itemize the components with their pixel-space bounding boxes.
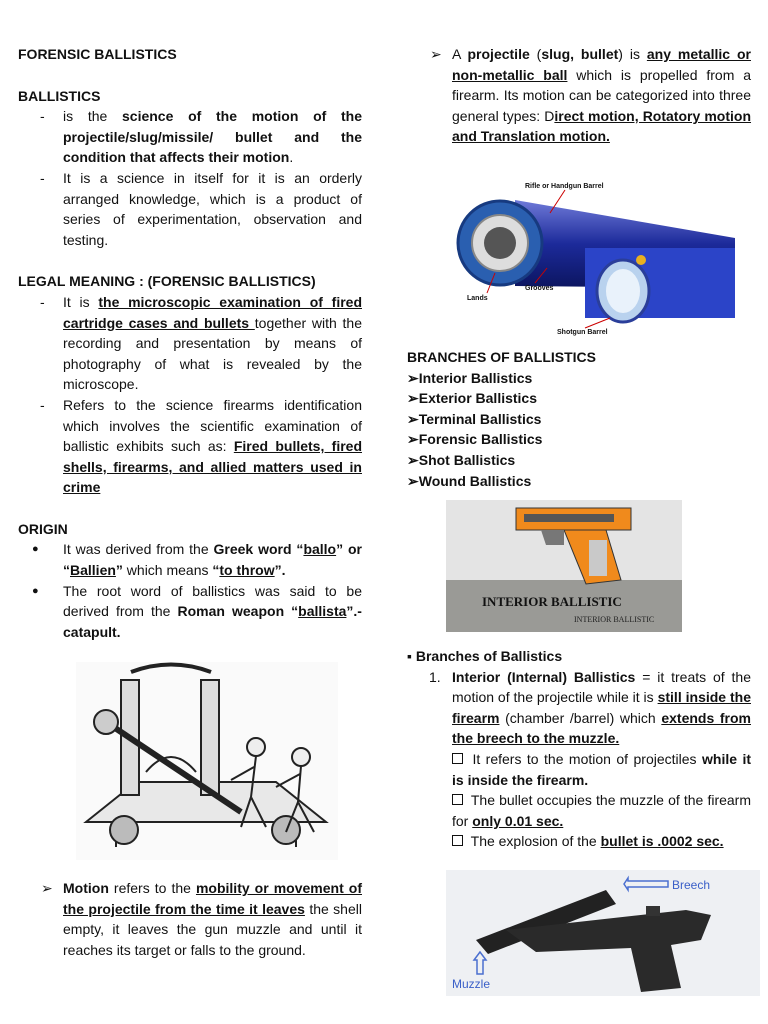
branch-item: ➢Shot Ballistics <box>407 451 516 468</box>
legal-heading: LEGAL MEANING : (FORENSIC BALLISTICS) <box>18 273 316 290</box>
arrow-bullet-icon: ➢ <box>430 46 442 62</box>
barrel-illustration <box>455 178 743 336</box>
right-column <box>407 44 751 147</box>
branch-item: ➢Terminal Ballistics <box>407 410 542 427</box>
muzzle-label: Muzzle <box>452 977 491 991</box>
branch-item: ➢Exterior Ballistics <box>407 390 538 407</box>
branches-heading: BRANCHES OF BALLISTICS <box>407 349 596 365</box>
list-item: - It is the microscopic examination of fired cartridge cases and bullets together with the recording and presentation by means of photography of what is revealed by the microscope. <box>18 292 362 395</box>
list-item: 1. Interior (Internal) Ballistics = it treats of the motion of the projectile while it is still inside the firearm (chamber /barrel) which extends from the breech to the muzzle. It refers to the motion of projectiles while it is inside the firearm. The bullet occupies the muzzle of the firearm for only 0.01 sec. The explosion of the bullet is .0002 sec. <box>407 667 751 852</box>
branches-section <box>407 347 751 491</box>
sub-point: It refers to the motion of projectiles while it is inside the firearm. <box>452 750 752 788</box>
legal-list <box>18 292 362 498</box>
left-column <box>18 44 362 642</box>
document-title: FORENSIC BALLISTICS <box>18 46 177 62</box>
ballistics-list <box>18 106 362 250</box>
arrow-bullet-icon: ➢ <box>41 880 53 896</box>
branch-item: ➢Forensic Ballistics <box>407 431 543 448</box>
lands-label: Lands <box>467 295 488 302</box>
interior-ballistic-title: INTERIOR BALLISTIC <box>482 594 622 609</box>
ballistics-heading: BALLISTICS <box>18 87 101 104</box>
origin-heading: ORIGIN <box>18 520 68 537</box>
pistol-cutaway-drawing <box>446 500 682 632</box>
checkbox-square-icon <box>452 753 463 764</box>
list-item: - is the science of the motion of the projectile/slug/missile/ bullet and the condition that affects their motion. <box>18 106 362 168</box>
projectile-paragraph: ➢ A projectile (slug, bullet) is any metallic or non-metallic ball which is propelled from a firearm. Its motion can be categorized into three general types: Direct motion, Rotatory motion and Translation motion. <box>430 46 752 145</box>
interior-ballistic-image <box>446 500 682 632</box>
branch-item: ➢Interior Ballistics <box>407 369 533 386</box>
shotgun-label: Shotgun Barrel <box>557 329 608 336</box>
list-item: ● It was derived from the Greek word “ballo” or “Ballien” which means “to throw”. <box>18 539 362 580</box>
branch-item: ➢Wound Ballistics <box>407 472 532 489</box>
checkbox-square-icon <box>452 794 463 805</box>
motion-paragraph: ➢ Motion refers to the mobility or movement of the projectile from the time it leaves the shell empty, it leaves the gun muzzle and until it reaches its target or falls to the ground. <box>41 880 362 958</box>
catapult-drawing <box>76 662 338 860</box>
origin-list <box>18 539 362 642</box>
pistol-frame-drawing <box>446 870 760 996</box>
list-item: - Refers to the science firearms identification which involves the scientific examination of ballistic exhibits such as: Fired bullets, fired shells, firearms, and allied matters used in crime <box>18 395 362 498</box>
list-item: - It is a science in itself for it is an orderly arranged knowledge, which is a product of series of experimentation, observation and testing. <box>18 168 362 250</box>
grooves-label: Grooves <box>525 285 554 292</box>
branches-subheading: ▪ Branches of Ballistics <box>407 648 563 664</box>
breech-muzzle-image <box>446 870 760 996</box>
sub-point: The explosion of the bullet is .0002 sec. <box>452 831 751 852</box>
motion-section <box>18 878 362 960</box>
interior-list <box>407 667 751 852</box>
barrel-label: Rifle or Handgun Barrel <box>525 183 604 190</box>
breech-label: Breech <box>672 878 711 892</box>
list-item: ● The root word of ballistics was said to be derived from the Roman weapon “ballista”.- catapult. <box>18 581 362 643</box>
checkbox-square-icon <box>452 835 463 846</box>
catapult-illustration <box>76 662 338 860</box>
interior-detail-section <box>407 646 751 852</box>
barrel-drawing <box>455 178 743 336</box>
sub-point: The bullet occupies the muzzle of the firearm for only 0.01 sec. <box>452 792 751 829</box>
interior-ballistic-subtitle: INTERIOR BALLISTIC <box>574 615 655 624</box>
